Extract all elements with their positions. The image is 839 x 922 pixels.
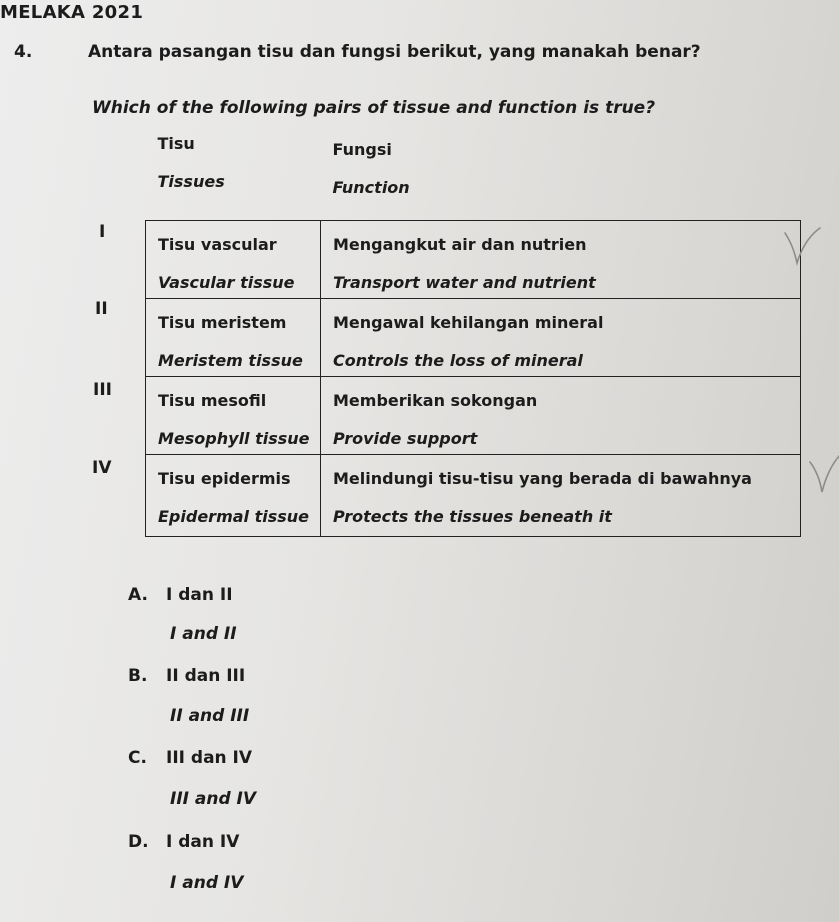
function-malay: Melindungi tisu-tisu yang berada di bawahnya [333, 468, 752, 488]
table-row [146, 220, 801, 298]
function-english: Provide support [333, 428, 478, 448]
row-numeral-1: I [99, 222, 106, 242]
table-header-row [146, 126, 801, 220]
option-d-english: I and IV [170, 873, 244, 893]
function-english: Transport water and nutrient [333, 272, 596, 292]
tissue-malay: Tisu mesofil [158, 390, 267, 410]
tissue-english: Mesophyll tissue [158, 428, 310, 448]
tissue-english: Vascular tissue [158, 272, 295, 292]
row-numeral-4: IV [92, 458, 112, 478]
question-number: 4. [14, 42, 33, 62]
check-mark-icon [782, 225, 822, 269]
header-tissue-english: Tissues [157, 172, 225, 191]
option-b-malay[interactable]: II dan III [166, 666, 246, 686]
tissue-english: Meristem tissue [158, 350, 303, 370]
option-d-letter[interactable]: D. [128, 832, 149, 852]
table-row [146, 376, 801, 454]
option-c-english: III and IV [170, 789, 257, 809]
option-a-english: I and II [170, 624, 237, 644]
option-b-letter[interactable]: B. [128, 666, 148, 686]
tissue-cell [146, 298, 321, 376]
table-header-function [321, 126, 801, 220]
exam-header: MELAKA 2021 [0, 2, 144, 23]
function-english: Protects the tissues beneath it [333, 506, 612, 526]
function-cell [321, 298, 801, 376]
tissue-malay: Tisu vascular [158, 234, 277, 254]
tissue-function-table [145, 126, 801, 537]
table-row [146, 298, 801, 376]
function-malay: Mengawal kehilangan mineral [333, 312, 604, 332]
tissue-cell [146, 454, 321, 536]
option-a-letter[interactable]: A. [128, 585, 148, 605]
option-d-malay[interactable]: I dan IV [166, 832, 240, 852]
tissue-malay: Tisu meristem [158, 312, 287, 332]
function-malay: Mengangkut air dan nutrien [333, 234, 587, 254]
tissue-english: Epidermal tissue [158, 506, 310, 526]
option-c-letter[interactable]: C. [128, 748, 147, 768]
tissue-cell [146, 220, 321, 298]
function-cell [321, 220, 801, 298]
function-english: Controls the loss of mineral [333, 350, 583, 370]
question-text-english: Which of the following pairs of tissue and function is true? [92, 98, 656, 118]
header-tissue-malay: Tisu [157, 134, 195, 153]
option-b-english: II and III [170, 706, 250, 726]
function-malay: Memberikan sokongan [333, 390, 538, 410]
question-text-malay: Antara pasangan tisu dan fungsi berikut, yang manakah benar? [88, 42, 701, 62]
tissue-cell [146, 376, 321, 454]
option-c-malay[interactable]: III dan IV [166, 748, 253, 768]
header-function-english: Function [332, 178, 410, 197]
table-header-tissue [146, 126, 321, 220]
check-mark-icon [808, 452, 839, 494]
header-function-malay: Fungsi [332, 140, 392, 159]
row-numeral-2: II [95, 299, 108, 319]
function-cell [321, 454, 801, 536]
tissue-malay: Tisu epidermis [158, 468, 291, 488]
table-row [146, 454, 801, 536]
function-cell [321, 376, 801, 454]
row-numeral-3: III [93, 380, 112, 400]
option-a-malay[interactable]: I dan II [166, 585, 233, 605]
